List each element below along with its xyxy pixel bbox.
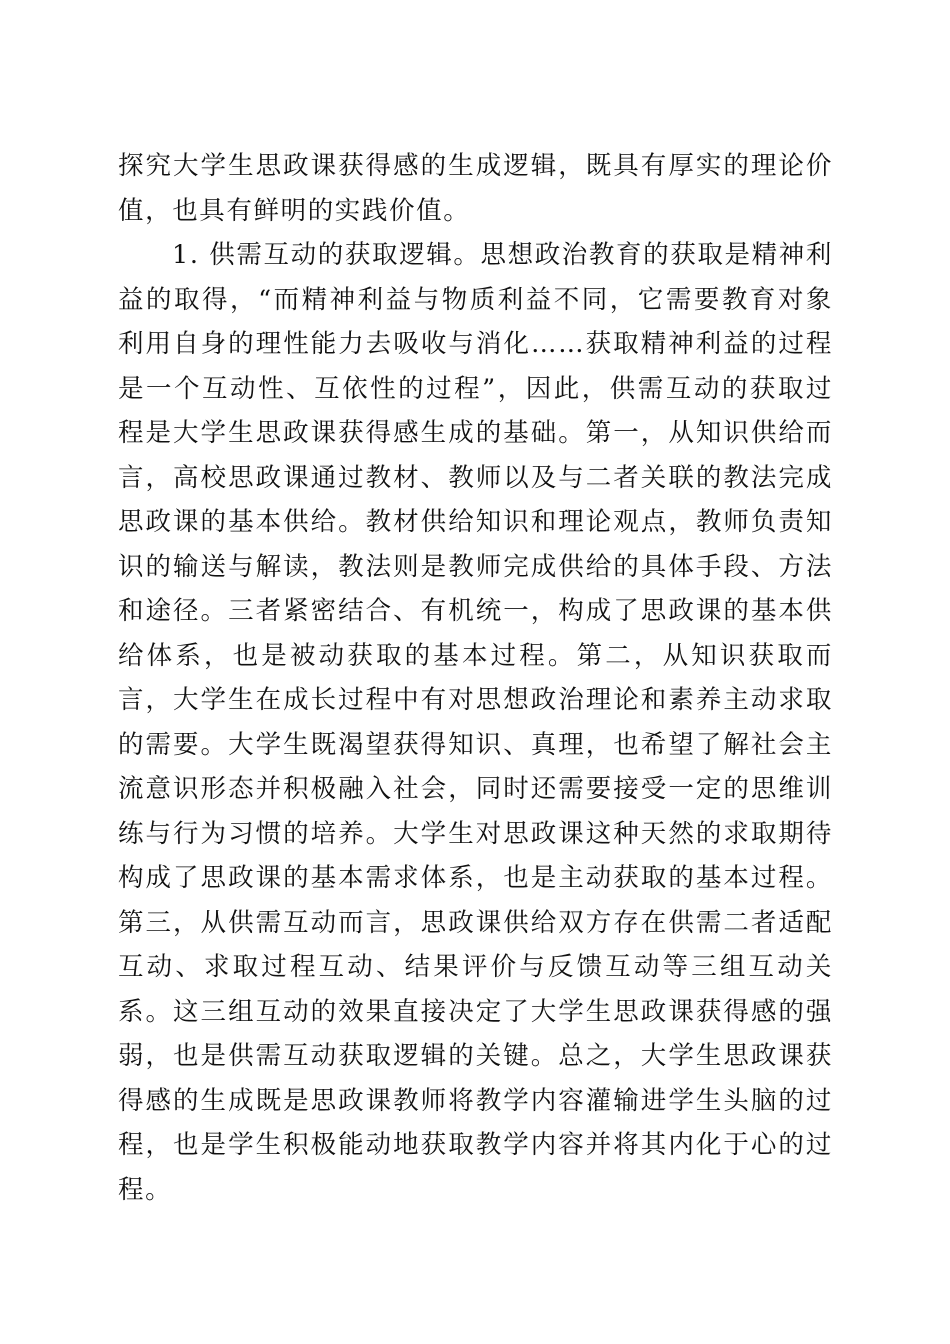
section-1-paragraph: 1. 供需互动的获取逻辑。思想政治教育的获取是精神利益的取得，“而精神利益与物质利益不同，它需要教育对象利用自身的理性能力去吸收与消化……获取精神利益的过程是一个互动性、互依性的过程”，因此，供需互动的获取过程是大学生思政课获得感生成的基础。第一，从知识供给而言，高校思政课通过教材、教师以及与二者关联的教法完成思政课的基本供给。教材供给知识和理论观点，教师负责知识的输送与解读，教法则是教师完成供给的具体手段、方法和途径。三者紧密结合、有机统一，构成了思政课的基本供给体系，也是被动获取的基本过程。第二，从知识获取而言，大学生在成长过程中有对思想政治理论和素养主动求取的需要。大学生既渴望获得知识、真理，也希望了解社会主流意识形态并积极融入社会，同时还需要接受一定的思维训练与行为习惯的培养。大学生对思政课这种天然的求取期待构成了思政课的基本需求体系，也是主动获取的基本过程。第三，从供需互动而言，思政课供给双方存在供需二者适配互动、求取过程互动、结果评价与反馈互动等三组互动关系。这三组互动的效果直接决定了大学生思政课获得感的强弱，也是供需互动获取逻辑的关键。总之，大学生思政课获得感的生成既是思政课教师将教学内容灌输进学生头脑的过程，也是学生积极能动地获取教学内容并将其内化于心的过程。: [118, 240, 833, 1205]
document-body: [118, 144, 833, 1212]
intro-paragraph: 探究大学生思政课获得感的生成逻辑，既具有厚实的理论价值，也具有鲜明的实践价值。: [118, 151, 833, 226]
